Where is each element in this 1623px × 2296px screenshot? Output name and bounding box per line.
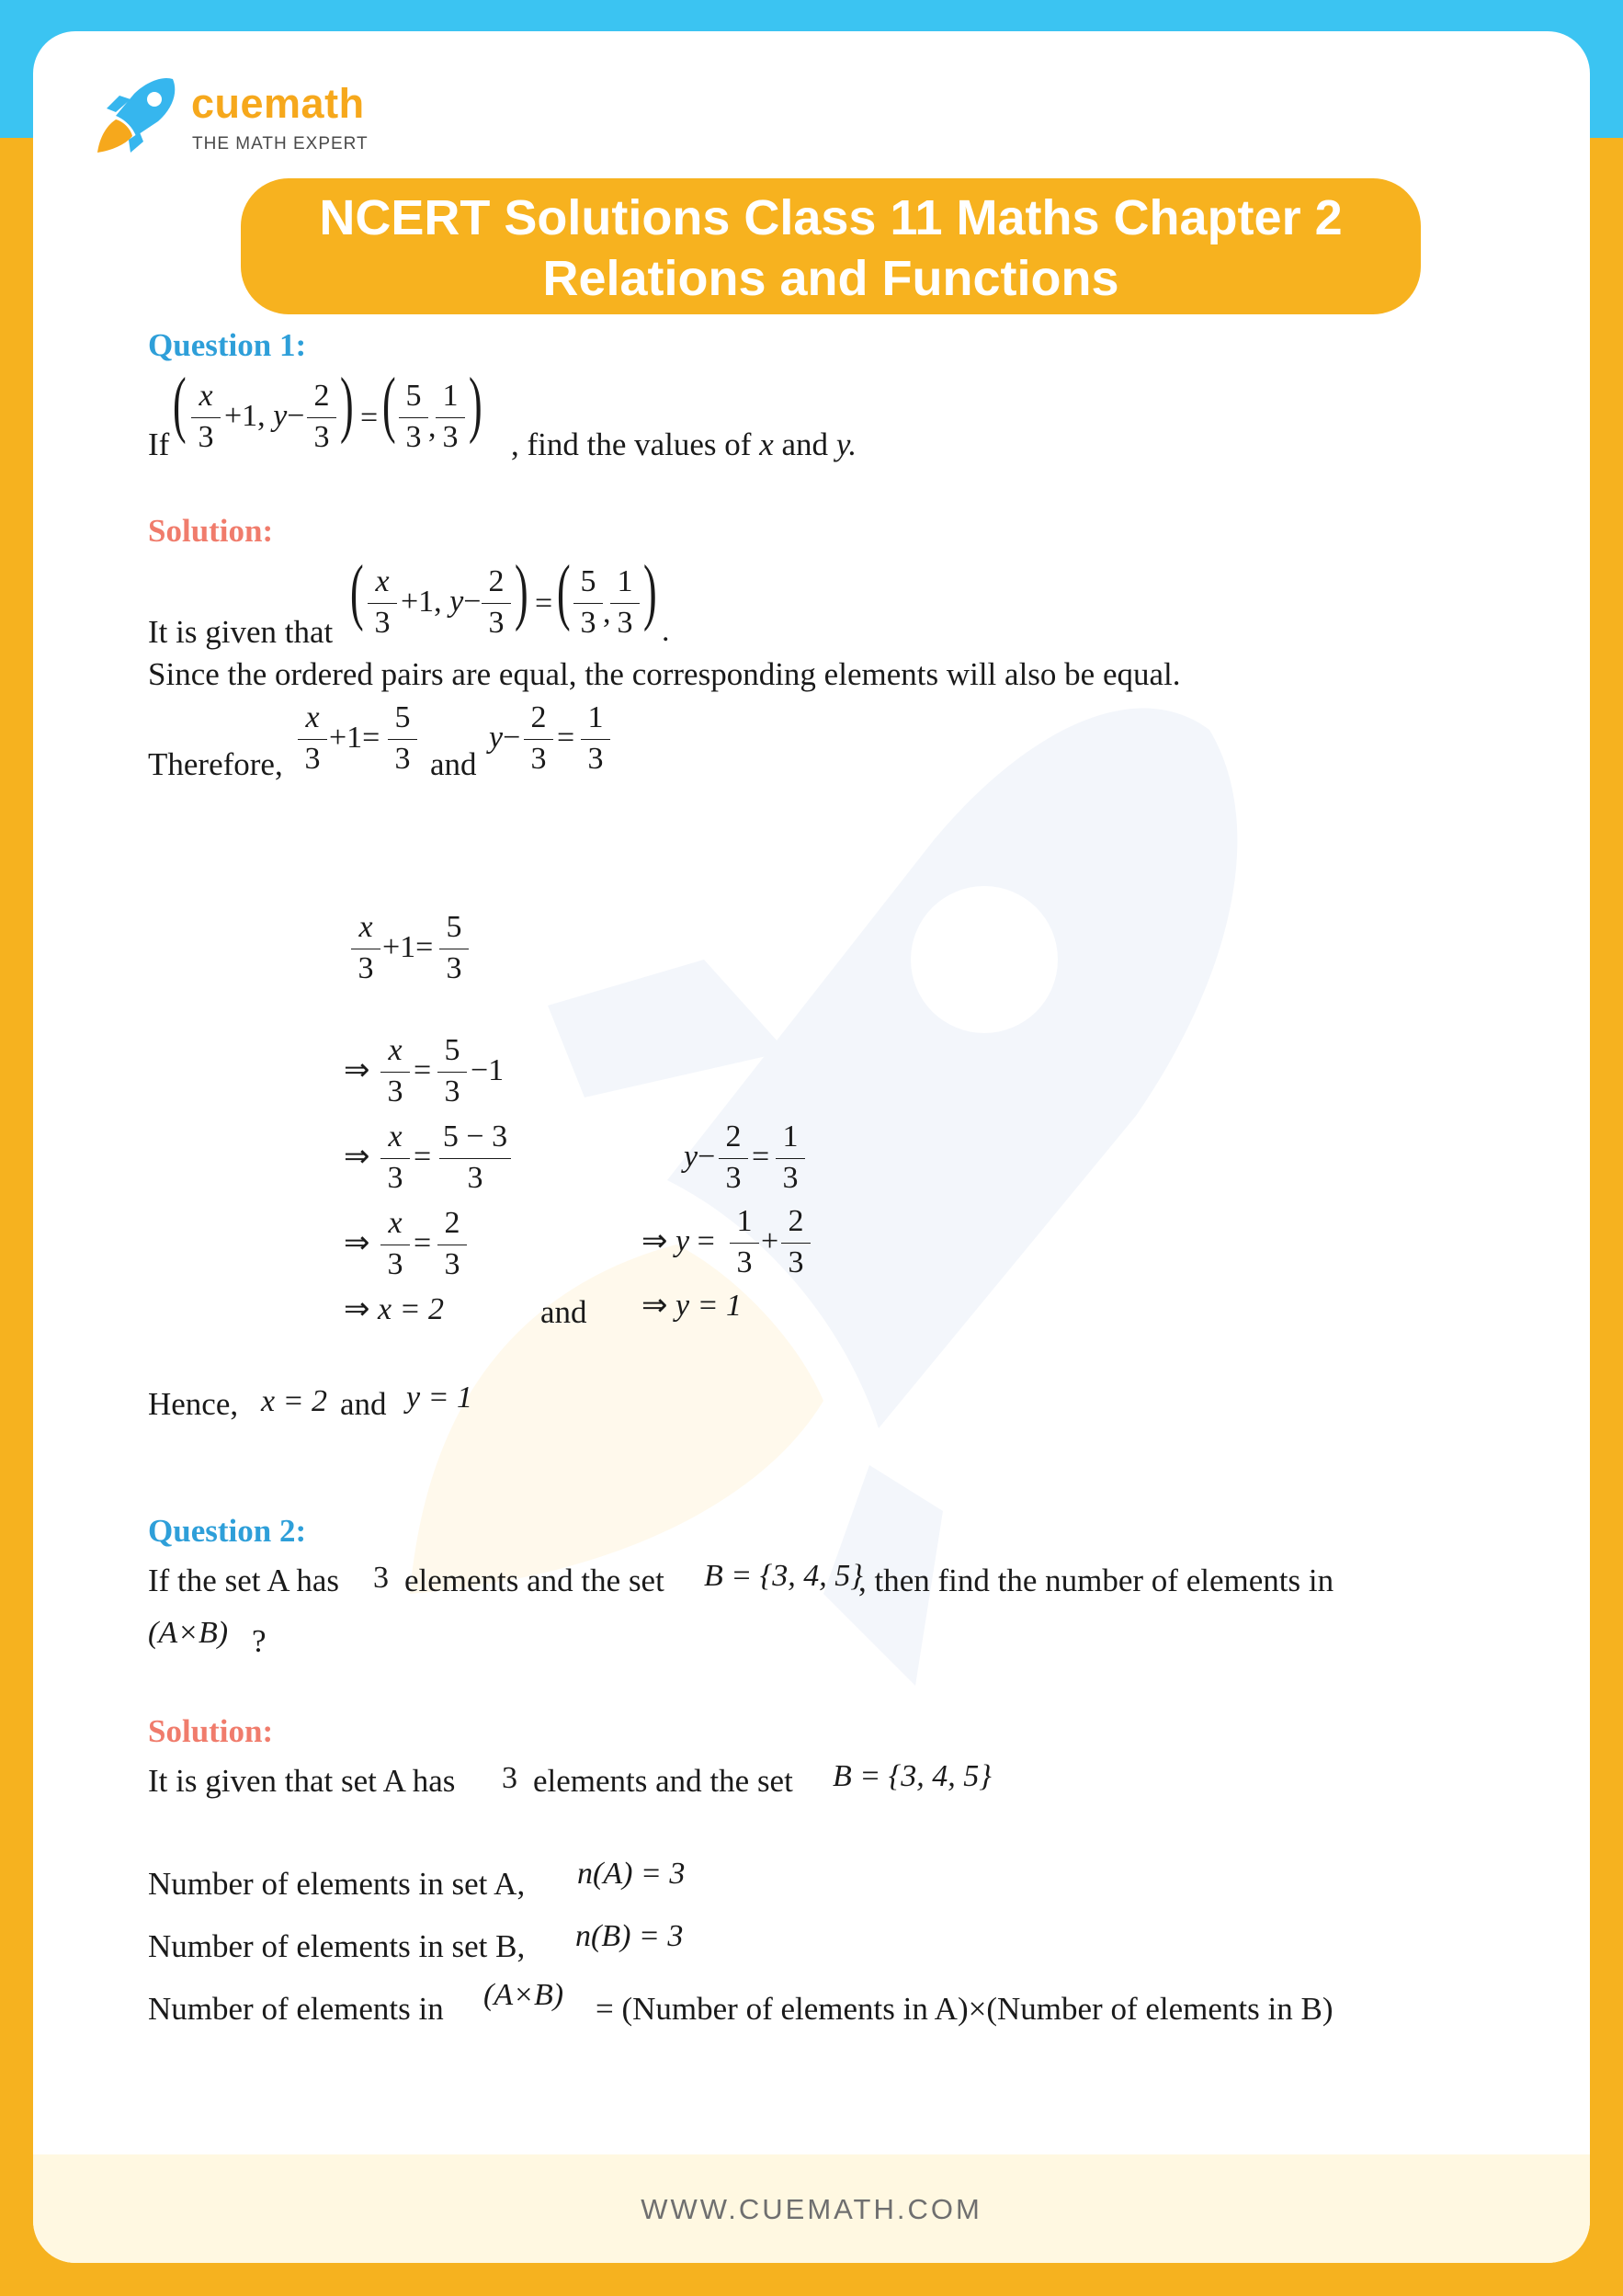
math-text: = — [535, 586, 553, 620]
hence-x: x = 2 — [261, 1384, 328, 1418]
q2-text-a: If the set A has — [148, 1563, 340, 1598]
given-text: It is given that — [148, 614, 334, 650]
solution-1-heading: Solution: — [148, 513, 274, 549]
paren: ( — [557, 551, 571, 632]
math-text: +1, y− — [401, 585, 482, 619]
fraction-2-over-3: 2 3 — [436, 1208, 469, 1282]
q2-text-c: , then find the number of elements in — [858, 1563, 1334, 1598]
fraction-2-over-3: 2 3 — [522, 702, 555, 777]
math-text: = — [414, 1226, 432, 1260]
hence-y: y = 1 — [406, 1381, 473, 1415]
fraction-x-over-3: x 3 — [349, 912, 382, 986]
q2-sol-set-b: B = {3, 4, 5} — [833, 1759, 992, 1793]
fraction-1-over-3: 1 3 — [434, 381, 467, 455]
axb-symbol: (A×B) — [483, 1978, 564, 2012]
fraction-x-over-3: x 3 — [379, 1121, 412, 1196]
math-text: + — [761, 1224, 779, 1258]
paren: ) — [340, 364, 354, 445]
math-text: = — [414, 1140, 432, 1174]
n-of-a: n(A) = 3 — [577, 1857, 686, 1891]
rocket-icon — [94, 75, 182, 154]
math-text: ⇒ — [344, 1140, 370, 1174]
fraction-5-over-3: 5 3 — [436, 1035, 469, 1109]
paren: ) — [469, 364, 482, 445]
math-text: +1= — [329, 721, 380, 755]
math-text: ⇒ x = 2 — [344, 1292, 445, 1326]
and-text: and — [430, 746, 477, 782]
line-set-a: Number of elements in set A, — [148, 1866, 526, 1902]
paren: ( — [173, 364, 187, 445]
fraction-1-over-3: 1 3 — [774, 1121, 807, 1196]
line-set-b: Number of elements in set B, — [148, 1928, 526, 1964]
since-text: Since the ordered pairs are equal, the corresponding elements will also be equal. — [148, 656, 1181, 692]
fraction-2-over-3: 2 3 — [480, 566, 513, 641]
fraction-5-over-3: 5 3 — [437, 912, 471, 986]
brand-tagline: THE MATH EXPERT — [192, 134, 369, 153]
fraction-1-over-3: 1 3 — [728, 1206, 761, 1280]
fraction-1-over-3: 1 3 — [608, 566, 641, 641]
fraction-x-over-3: x 3 — [296, 702, 329, 777]
q2-sol-num3: 3 — [502, 1761, 517, 1795]
website-link[interactable]: WWW.CUEMATH.COM — [641, 2193, 982, 2225]
q2-sol-a: It is given that set A has — [148, 1763, 456, 1799]
column-and: and — [540, 1294, 587, 1330]
title-banner — [241, 178, 1421, 314]
line-axb: Number of elements in — [148, 1991, 444, 2027]
question-1-heading: Question 1: — [148, 327, 307, 363]
hence-text: Hence, — [148, 1386, 239, 1422]
question-2-heading: Question 2: — [148, 1513, 307, 1549]
math-text: , — [603, 596, 611, 630]
math-text: ⇒ y = — [641, 1224, 715, 1258]
math-text: , — [428, 410, 437, 444]
fraction-5-over-3: 5 3 — [572, 566, 605, 641]
math-text: +1, y− — [224, 399, 305, 433]
math-text: +1= — [382, 930, 434, 964]
math-text: = — [414, 1053, 432, 1087]
fraction-x-over-3: x 3 — [379, 1208, 412, 1282]
q2-sol-b: elements and the set — [533, 1763, 793, 1799]
q2-num3: 3 — [373, 1561, 389, 1595]
fraction-1-over-3: 1 3 — [579, 702, 612, 777]
math-text: . — [662, 614, 670, 648]
q2-set-b: B = {3, 4, 5} — [704, 1559, 863, 1593]
q2-qmark: ? — [252, 1623, 267, 1659]
fraction-x-over-3: x 3 — [379, 1035, 412, 1109]
fraction-5-over-3: 5 3 — [386, 702, 419, 777]
line-axb-rest: = (Number of elements in A)×(Number of elements in B) — [596, 1991, 1334, 2027]
brand-name: cuemath — [191, 80, 365, 127]
paren: ) — [515, 551, 528, 632]
math-text: ⇒ — [344, 1053, 370, 1087]
q1-tail: , find the values of x and y. — [511, 426, 857, 462]
math-text: ⇒ y = 1 — [641, 1289, 743, 1323]
n-of-b: n(B) = 3 — [575, 1919, 684, 1953]
math-text: = — [360, 401, 379, 435]
math-text: y− — [489, 721, 521, 755]
math-text: = — [557, 721, 575, 755]
therefore-text: Therefore, — [148, 746, 283, 782]
math-text: −1 — [471, 1053, 505, 1087]
title-line-1: NCERT Solutions Class 11 Maths Chapter 2 — [319, 190, 1343, 245]
fraction-5minus3-over-3: 5 − 3 3 — [437, 1121, 513, 1196]
fraction-2-over-3: 2 3 — [305, 381, 338, 455]
fraction-5-over-3: 5 3 — [397, 381, 430, 455]
q2-text-b: elements and the set — [404, 1563, 664, 1598]
paren: ( — [350, 551, 364, 632]
page-sheet — [33, 31, 1590, 2263]
footer — [33, 2154, 1590, 2263]
q2-axb: (A×B) — [148, 1616, 229, 1650]
solution-2-heading: Solution: — [148, 1713, 274, 1749]
title-line-2: Relations and Functions — [542, 251, 1119, 306]
paren: ) — [643, 551, 657, 632]
math-text: y− — [684, 1140, 716, 1174]
fraction-2-over-3: 2 3 — [779, 1206, 812, 1280]
fraction-x-over-3: x 3 — [189, 381, 222, 455]
paren: ( — [382, 364, 396, 445]
fraction-x-over-3: x 3 — [366, 566, 399, 641]
math-text: = — [752, 1140, 770, 1174]
q1-if-word: If — [148, 426, 170, 462]
hence-and: and — [340, 1386, 387, 1422]
fraction-2-over-3: 2 3 — [717, 1121, 750, 1196]
math-text: ⇒ — [344, 1226, 370, 1260]
